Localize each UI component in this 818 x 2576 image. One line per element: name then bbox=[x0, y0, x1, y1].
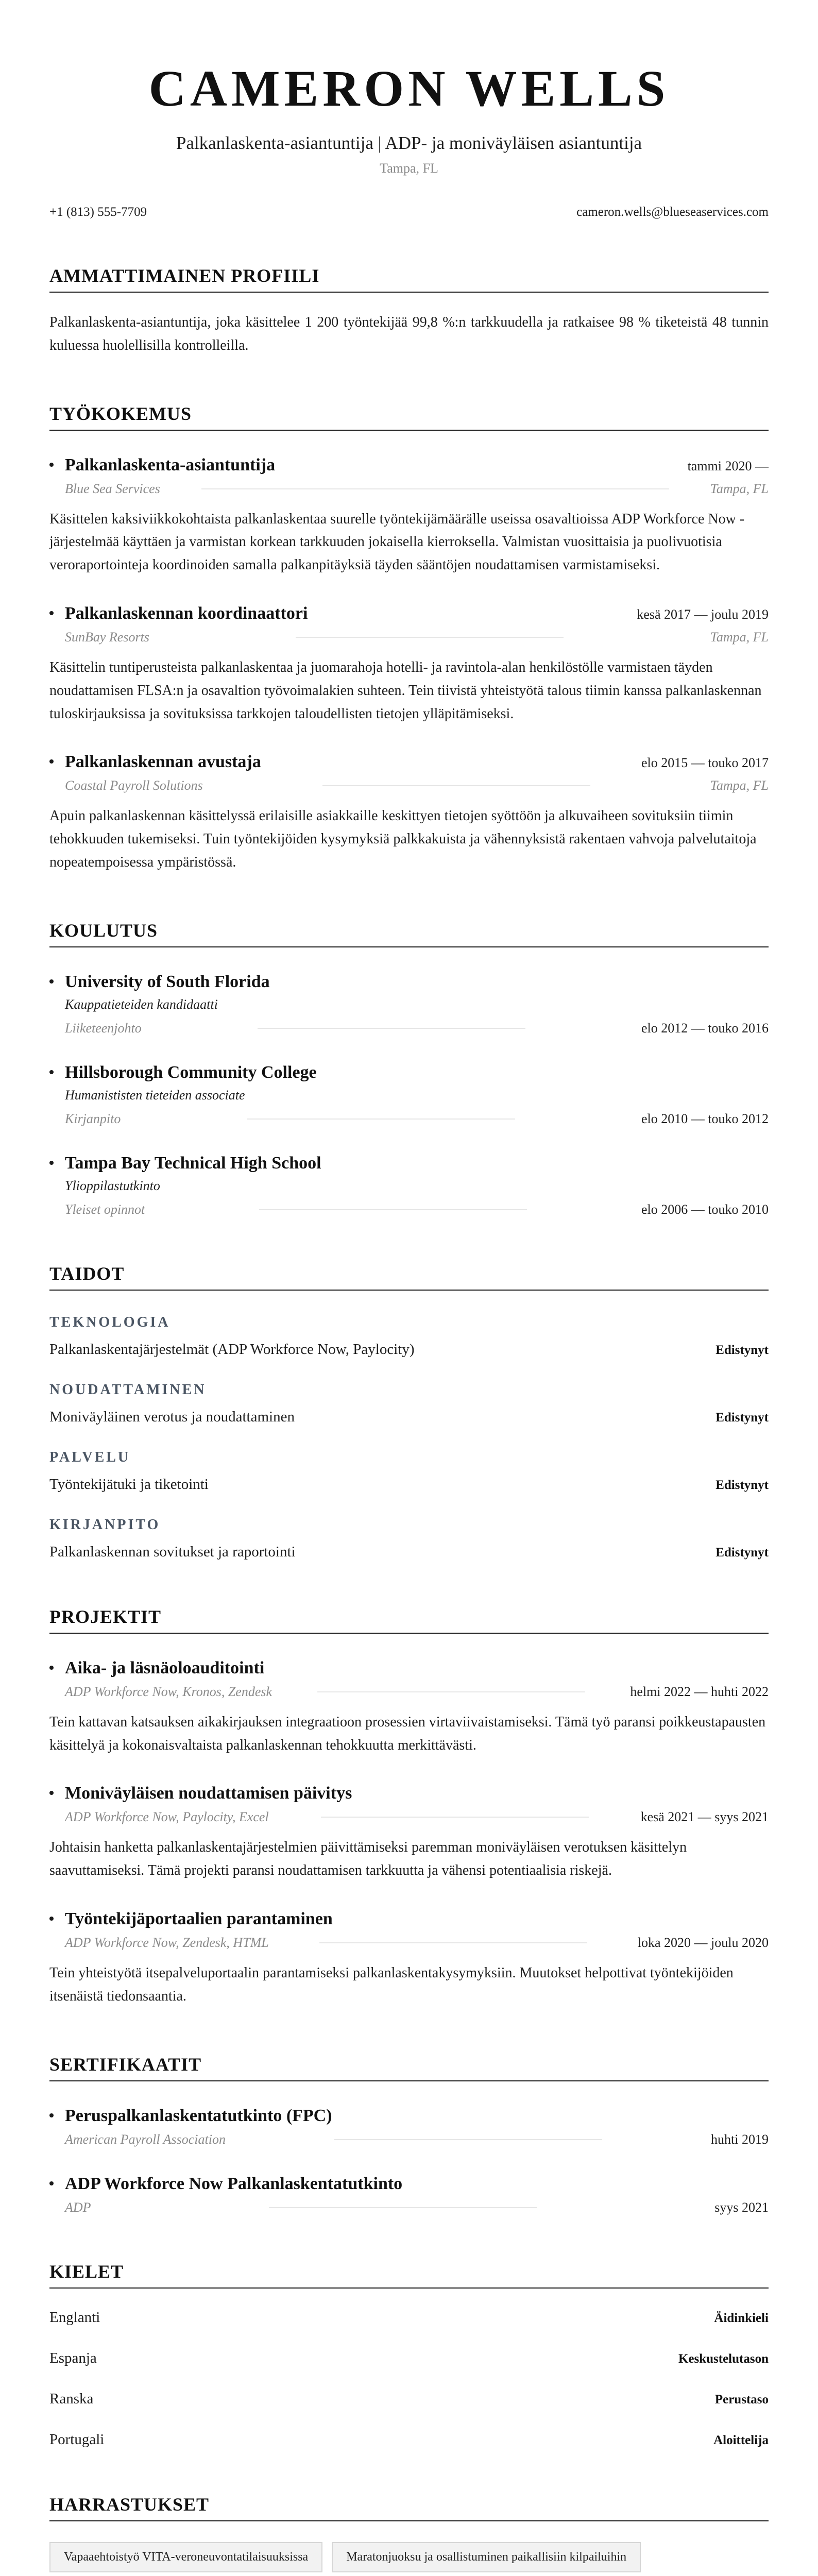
section-title: HARRASTUKSET bbox=[49, 2494, 769, 2521]
job-title: Palkanlaskennan koordinaattori bbox=[65, 603, 308, 623]
skill-group bbox=[49, 1314, 769, 1358]
certification-issuer: American Payroll Association bbox=[65, 2131, 226, 2147]
experience-entry bbox=[49, 455, 769, 577]
certification-date: syys 2021 bbox=[714, 2199, 769, 2215]
language-list bbox=[49, 2309, 769, 2448]
language-name: Ranska bbox=[49, 2390, 94, 2407]
divider bbox=[201, 488, 669, 489]
skill-category: KIRJANPITO bbox=[49, 1516, 161, 1533]
projects-section bbox=[49, 1606, 769, 2008]
job-title: Palkanlaskenta-asiantuntija bbox=[65, 455, 276, 474]
divider bbox=[259, 1209, 527, 1210]
certification-name: Peruspalkanlaskentatutkinto (FPC) bbox=[65, 2106, 332, 2125]
skill-category: NOUDATTAMINEN bbox=[49, 1381, 207, 1398]
project-entry bbox=[49, 1658, 769, 1757]
bullet-icon bbox=[49, 2113, 54, 2117]
divider bbox=[247, 1118, 515, 1120]
bullet-icon bbox=[49, 759, 54, 764]
bullet-icon bbox=[49, 2181, 54, 2185]
experience-entry bbox=[49, 752, 769, 874]
resume-header bbox=[49, 58, 769, 176]
skill-level: Edistynyt bbox=[715, 1478, 769, 1492]
job-location: Tampa, FL bbox=[710, 778, 769, 793]
job-date: kesä 2017 — joulu 2019 bbox=[637, 606, 769, 622]
school-name: University of South Florida bbox=[65, 972, 270, 991]
skill-level: Edistynyt bbox=[715, 1343, 769, 1357]
education-date: elo 2006 — touko 2010 bbox=[641, 1201, 769, 1217]
project-tools: ADP Workforce Now, Paylocity, Excel bbox=[65, 1809, 269, 1825]
language-level: Äidinkieli bbox=[714, 2311, 769, 2325]
project-entry bbox=[49, 1784, 769, 1883]
certifications-section bbox=[49, 2054, 769, 2215]
section-title: KOULUTUS bbox=[49, 920, 769, 947]
field-of-study: Liiketeenjohto bbox=[65, 1020, 142, 1036]
certification-name: ADP Workforce Now Palkanlaskentatutkinto bbox=[65, 2174, 403, 2193]
project-date: loka 2020 — joulu 2020 bbox=[637, 1935, 769, 1950]
bullet-icon bbox=[49, 463, 54, 467]
certification-issuer: ADP bbox=[65, 2199, 91, 2215]
degree: Kauppatieteiden kandidaatti bbox=[65, 996, 218, 1012]
skill-level: Edistynyt bbox=[715, 1410, 769, 1425]
certification-date: huhti 2019 bbox=[711, 2131, 769, 2147]
divider bbox=[334, 2139, 602, 2140]
degree: Humanististen tieteiden associate bbox=[65, 1087, 245, 1103]
bullet-icon bbox=[49, 979, 54, 984]
project-tools: ADP Workforce Now, Kronos, Zendesk bbox=[65, 1684, 272, 1699]
degree: Ylioppilastutkinto bbox=[65, 1178, 160, 1193]
project-description: Tein yhteistyötä itsepalveluportaalin parantamiseksi palkanlaskentakysymyksiin. Muutokset helpottivat työntekijöiden itsenäistä tiedonsaantia. bbox=[49, 1964, 734, 2004]
job-description: Käsittelen kaksiviikkokohtaista palkanlaskentaa suurelle työntekijämäärälle useissa osavaltioissa ADP Workforce Now -järjestelmää käyttäen ja varmistan korkean tarkkuuden jokaisella kierroksella. Valmistan vuosittaisia ja puolivuotisia veroraportointeja koordinoiden samalla palkanpitäyksiä täyden sääntöjen noudattamisen varmistamiseksi. bbox=[49, 511, 745, 573]
job-description: Apuin palkanlaskennan käsittelyssä erilaisille asiakkaille keskittyen tietojen syöttöön ja alkuvaiheen sovituksiin tiimin tehokkuuden tukemiseksi. Tuin työntekijöiden kysymyksiä palkkakuista ja vähennyksistä rakentaen vahvoja palvelutaitoja nopeatempoisessa ympäristössä. bbox=[49, 808, 757, 870]
bullet-icon bbox=[49, 1666, 54, 1670]
skill-name: Moniväyläinen verotus ja noudattaminen bbox=[49, 1408, 295, 1425]
project-name: Moniväyläisen noudattamisen päivitys bbox=[65, 1784, 352, 1803]
job-location: Tampa, FL bbox=[710, 629, 769, 645]
skill-group bbox=[49, 1517, 769, 1561]
language-row bbox=[49, 2431, 769, 2448]
divider bbox=[317, 1691, 585, 1692]
project-description: Tein kattavan katsauksen aikakirjauksen integraatioon prosessien virtaviivaistamiseksi. Tämä työ paransi poikkeustapausten käsittelyä ja kokonaisvaltaista palkanlaskennan tehokkuutta merkittävästi. bbox=[49, 1714, 766, 1753]
company: Blue Sea Services bbox=[65, 481, 160, 496]
bullet-icon bbox=[49, 1070, 54, 1074]
language-row bbox=[49, 2350, 769, 2367]
email[interactable]: cameron.wells@blueseaservices.com bbox=[576, 205, 769, 219]
section-title: PROJEKTIT bbox=[49, 1606, 769, 1634]
skill-category: TEKNOLOGIA bbox=[49, 1314, 171, 1330]
candidate-name: CAMERON WELLS bbox=[148, 60, 670, 117]
skill-name: Palkanlaskennan sovitukset ja raportointi bbox=[49, 1543, 296, 1560]
section-title: AMMATTIMAINEN PROFIILI bbox=[49, 265, 769, 293]
languages-section bbox=[49, 2261, 769, 2448]
language-name: Portugali bbox=[49, 2431, 105, 2448]
hobby-tag: Vapaaehtoistyö VITA-veroneuvontatilaisuuksissa bbox=[49, 2542, 322, 2572]
headline: Palkanlaskenta-asiantuntija | ADP- ja moniväyläisen asiantuntija bbox=[176, 133, 642, 153]
profile-text: Palkanlaskenta-asiantuntija, joka käsittelee 1 200 työntekijää 99,8 %:n tarkkuudella ja ratkaisee 98 % tiketeistä 48 tunnin kuluessa huolellisilla kontrolleilla. bbox=[49, 314, 769, 353]
hobby-tag: Maratonjuoksu ja osallistuminen paikallisiin kilpailuihin bbox=[332, 2542, 641, 2572]
language-row bbox=[49, 2391, 769, 2408]
job-location: Tampa, FL bbox=[710, 481, 769, 496]
education-entry bbox=[49, 972, 769, 1036]
bullet-icon bbox=[49, 1161, 54, 1165]
divider bbox=[296, 637, 564, 638]
education-entry bbox=[49, 1063, 769, 1127]
job-description: Käsittelin tuntiperusteista palkanlaskentaa ja juomarahoja hotelli- ja ravintola-alan henkilöstölle varmistaen täyden noudattamisen FLSA:n ja osavaltion työvoimalakien suhteen. Tein tiivistä yhteistyötä talous tiimin kanssa palkanlaskennan tuloskirjauksissa ja sovituksissa tarkkojen taloudellisten tietojen ylläpitämiseksi. bbox=[49, 659, 762, 722]
profile-section bbox=[49, 265, 769, 358]
field-of-study: Yleiset opinnot bbox=[65, 1201, 145, 1217]
divider bbox=[322, 785, 590, 786]
section-title: KIELET bbox=[49, 2261, 769, 2289]
bullet-icon bbox=[49, 611, 54, 615]
company: SunBay Resorts bbox=[65, 629, 149, 645]
location: Tampa, FL bbox=[380, 161, 438, 176]
contact-row bbox=[49, 205, 769, 219]
section-title: TYÖKOKEMUS bbox=[49, 403, 769, 431]
education-entry bbox=[49, 1154, 769, 1217]
language-name: Espanja bbox=[49, 2349, 97, 2366]
skill-group bbox=[49, 1382, 769, 1426]
experience-entry bbox=[49, 604, 769, 725]
project-date: helmi 2022 — huhti 2022 bbox=[630, 1684, 769, 1699]
education-section bbox=[49, 920, 769, 1217]
skill-name: Työntekijätuki ja tiketointi bbox=[49, 1476, 209, 1493]
divider bbox=[319, 1942, 587, 1943]
language-row bbox=[49, 2309, 769, 2326]
language-name: Englanti bbox=[49, 2309, 100, 2326]
divider bbox=[269, 2207, 537, 2208]
job-date: elo 2015 — touko 2017 bbox=[641, 755, 769, 771]
divider bbox=[258, 1028, 525, 1029]
project-description: Johtaisin hanketta palkanlaskentajärjestelmien päivittämiseksi paremman moniväyläisen verotuksen käsittelyn saavuttamiseksi. Tämä projekti paransi noudattamisen tarkkuutta ja vähensi potentiaalisia riskejä. bbox=[49, 1839, 687, 1879]
education-date: elo 2012 — touko 2016 bbox=[641, 1020, 769, 1036]
project-tools: ADP Workforce Now, Zendesk, HTML bbox=[65, 1935, 269, 1950]
school-name: Hillsborough Community College bbox=[65, 1062, 317, 1082]
project-name: Aika- ja läsnäoloauditointi bbox=[65, 1658, 265, 1677]
language-level: Aloittelija bbox=[713, 2433, 769, 2447]
skills-section bbox=[49, 1263, 769, 1561]
hobby-tags bbox=[49, 2542, 769, 2576]
school-name: Tampa Bay Technical High School bbox=[65, 1153, 321, 1173]
project-date: kesä 2021 — syys 2021 bbox=[640, 1809, 769, 1825]
field-of-study: Kirjanpito bbox=[65, 1111, 121, 1126]
certification-entry bbox=[49, 2106, 769, 2147]
experience-section bbox=[49, 403, 769, 874]
divider bbox=[321, 1817, 589, 1818]
project-entry bbox=[49, 1909, 769, 2008]
certification-entry bbox=[49, 2174, 769, 2215]
bullet-icon bbox=[49, 1917, 54, 1921]
skill-category: PALVELU bbox=[49, 1449, 131, 1465]
language-level: Perustaso bbox=[714, 2392, 769, 2406]
section-title: TAIDOT bbox=[49, 1263, 769, 1291]
skill-level: Edistynyt bbox=[715, 1545, 769, 1560]
job-title: Palkanlaskennan avustaja bbox=[65, 752, 261, 772]
education-date: elo 2010 — touko 2012 bbox=[641, 1111, 769, 1126]
skill-name: Palkanlaskentajärjestelmät (ADP Workforce Now, Paylocity) bbox=[49, 1341, 415, 1358]
company: Coastal Payroll Solutions bbox=[65, 778, 203, 793]
project-name: Työntekijäportaalien parantaminen bbox=[65, 1909, 333, 1928]
hobbies-section bbox=[49, 2494, 769, 2576]
phone[interactable]: +1 (813) 555-7709 bbox=[49, 205, 147, 219]
bullet-icon bbox=[49, 1791, 54, 1795]
skill-group bbox=[49, 1449, 769, 1493]
section-title: SERTIFIKAATIT bbox=[49, 2054, 769, 2081]
job-date: tammi 2020 — bbox=[687, 458, 769, 473]
language-level: Keskustelutason bbox=[678, 2351, 769, 2366]
